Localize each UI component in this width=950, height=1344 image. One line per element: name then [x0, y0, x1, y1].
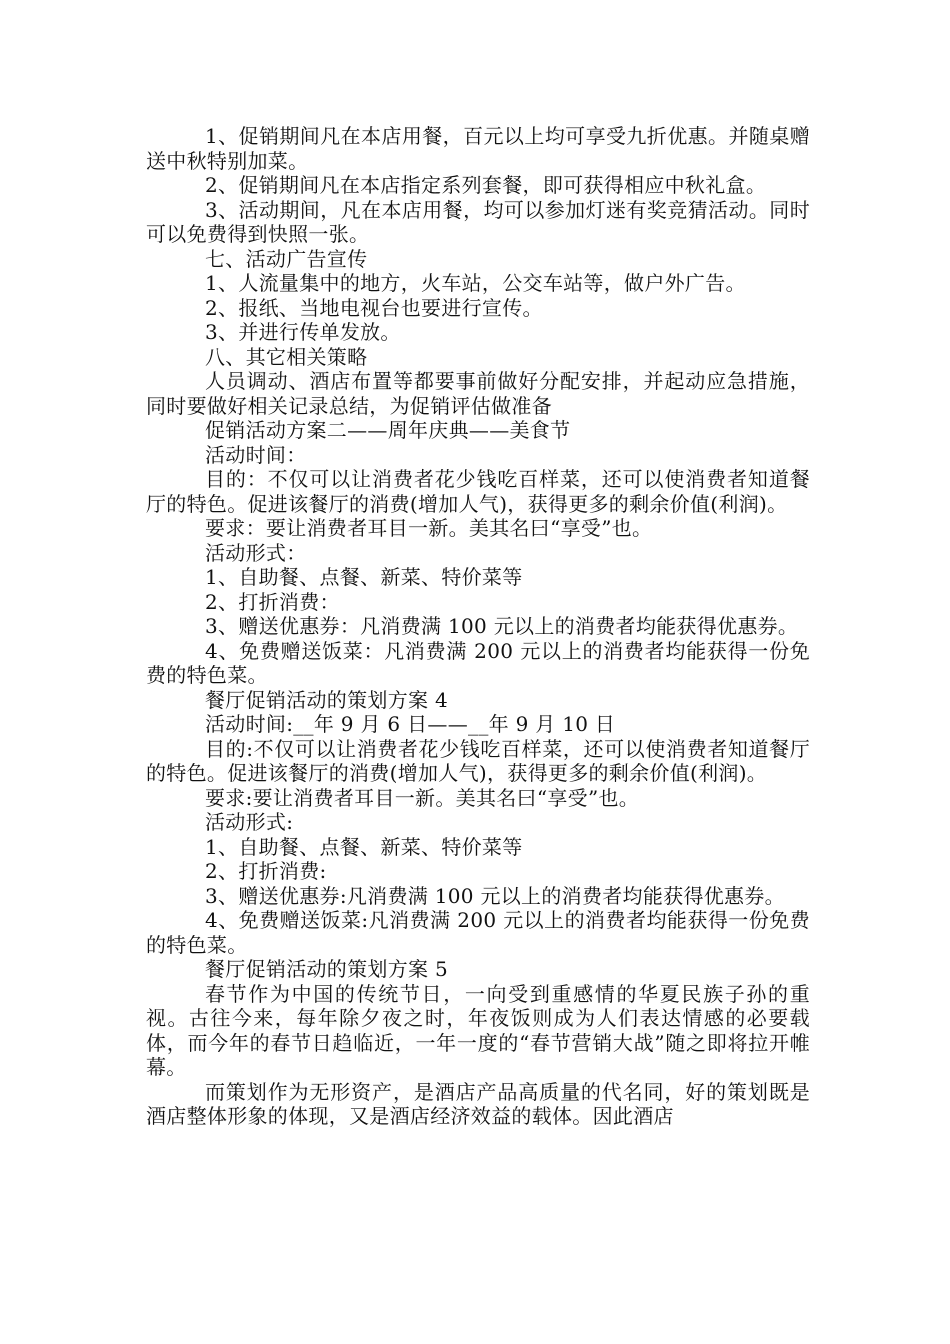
paragraph: 2、促销期间凡在本店指定系列套餐，即可获得相应中秋礼盒。 [205, 173, 767, 197]
paragraph: 1、自助餐、点餐、新菜、特价菜等 [205, 834, 523, 859]
section-heading: 促销活动方案二——周年庆典——美食节 [205, 418, 571, 442]
document-body [146, 124, 810, 1129]
paragraph: 3、并进行传单发放。 [205, 320, 401, 344]
paragraph: 3、赠送优惠券：凡消费满 100 元以上的消费者均能获得优惠券。 [205, 614, 799, 638]
paragraph: 目的:不仅可以让消费者花少钱吃百样菜，还可以使消费者知道餐厅的特色。促进该餐厅的消费(增加人气)，获得更多的剩余价值(利润)。 [146, 736, 810, 785]
paragraph: 而策划作为无形资产，是酒店产品高质量的代名同，好的策划既是酒店整体形象的体现，又是酒店经济效益的载体。因此酒店 [146, 1079, 810, 1128]
paragraph: 2、打折消费： [205, 589, 340, 614]
paragraph: 1、促销期间凡在本店用餐，百元以上均可享受九折优惠。并随桌赠送中秋特别加菜。 [146, 124, 810, 173]
paragraph: 活动形式： [205, 540, 307, 565]
paragraph: 3、赠送优惠券:凡消费满 100 元以上的消费者均能获得优惠券。 [205, 883, 785, 908]
paragraph: 春节作为中国的传统节日，一向受到重感情的华夏民族子孙的重视。古往今来，每年除夕夜之时，年夜饭则成为人们表达情感的必要载体，而今年的春节日趋临近，一年一度的“春节营销大战”随之即将拉开帷幕。 [146, 981, 810, 1079]
paragraph: 4、免费赠送饭菜:凡消费满 200 元以上的消费者均能获得一份免费的特色菜。 [146, 908, 810, 957]
paragraph: 2、打折消费: [205, 859, 327, 883]
paragraph: 活动时间:__年 9 月 6 日——__年 9 月 10 日 [205, 712, 616, 736]
section-heading: 餐厅促销活动的策划方案 5 [205, 957, 448, 981]
paragraph: 活动时间： [205, 442, 307, 467]
paragraph: 2、报纸、当地电视台也要进行宣传。 [205, 295, 543, 320]
paragraph: 要求:要让消费者耳目一新。美其名曰“享受”也。 [205, 785, 640, 810]
paragraph: 1、人流量集中的地方，火车站，公交车站等，做户外广告。 [205, 271, 746, 295]
paragraph: 目的：不仅可以让消费者花少钱吃百样菜，还可以使消费者知道餐厅的特色。促进该餐厅的消费(增加人气)，获得更多的剩余价值(利润)。 [146, 467, 810, 516]
section-heading: 餐厅促销活动的策划方案 4 [205, 687, 448, 712]
paragraph: 要求：要让消费者耳目一新。美其名曰“享受”也。 [205, 516, 653, 540]
paragraph: 人员调动、酒店布置等都要事前做好分配安排，并起动应急措施，同时要做好相关记录总结，为促销评估做准备 [146, 369, 810, 418]
paragraph: 1、自助餐、点餐、新菜、特价菜等 [205, 565, 523, 589]
section-heading: 七、活动广告宣传 [205, 246, 368, 271]
paragraph: 3、活动期间，凡在本店用餐，均可以参加灯迷有奖竞猜活动。同时可以免费得到快照一张。 [146, 197, 810, 246]
paragraph: 活动形式: [205, 810, 294, 834]
paragraph: 4、免费赠送饭菜：凡消费满 200 元以上的消费者均能获得一份免费的特色菜。 [146, 638, 810, 687]
section-heading: 八、其它相关策略 [205, 344, 368, 369]
